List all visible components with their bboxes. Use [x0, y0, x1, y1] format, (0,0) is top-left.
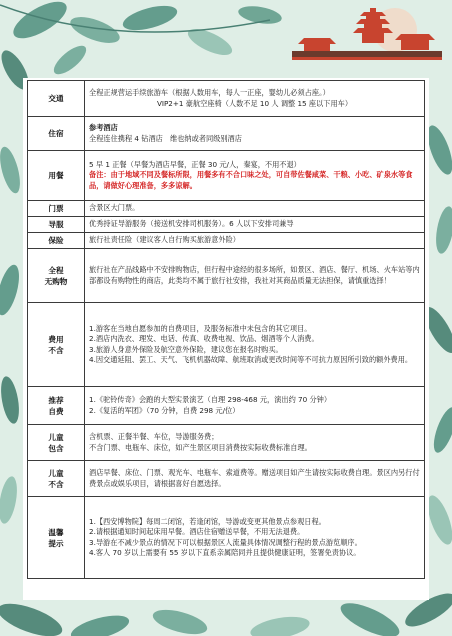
- meals-line-1: 5 早 1 正餐（早餐为酒店早餐，正餐 30 元/人，秦宴，不用不退）: [89, 159, 301, 169]
- label-children-excluded-line-2: 不含: [48, 479, 64, 489]
- row-tickets: [28, 201, 425, 217]
- label-children-excluded-line-1: 儿童: [48, 468, 64, 478]
- row-children-excluded: [28, 461, 425, 497]
- label-lodging: 住宿: [28, 117, 85, 151]
- row-recommended: [28, 387, 425, 425]
- label-excluded-costs-line-2: 不含: [48, 345, 64, 355]
- insurance-details: 旅行社责任险（建议客人自行购买旅游意外险）: [85, 233, 425, 249]
- meals-details: [85, 151, 425, 201]
- label-transport: 交通: [28, 81, 85, 117]
- label-recommended-line-2: 自费: [48, 406, 64, 416]
- row-excluded-costs: [28, 303, 425, 387]
- list-item: 不含门票、电瓶车、床位，如产生景区项目消费按实际收费标准自理。: [89, 442, 312, 452]
- label-tickets: 门票: [28, 201, 85, 217]
- lodging-line-1: 参考酒店: [89, 123, 118, 133]
- itinerary-table: [27, 80, 425, 579]
- label-children-included-line-1: 儿童: [48, 432, 64, 442]
- label-guide: 导服: [28, 217, 85, 233]
- guide-details: 优秀持证导游服务（接送机安排司机服务）。6 人以下安排司兼导: [85, 217, 425, 233]
- list-item: 3.旅游人身意外保险及航空意外保险，建议您在报名时购买。: [89, 344, 283, 354]
- label-children-excluded: [28, 461, 85, 497]
- label-insurance: 保险: [28, 233, 85, 249]
- recommended-details: [85, 387, 425, 425]
- label-children-included-line-2: 包含: [48, 443, 64, 453]
- lodging-details: [85, 117, 425, 151]
- row-tips: [28, 497, 425, 579]
- row-transport: [28, 81, 425, 117]
- list-item: 2.酒店内洗衣、理发、电话、传真、收费电视、饮品、烟酒等个人消费。: [89, 334, 319, 344]
- list-item: 1.游客在当地自愿参加的自费项目，及服务标准中未包含的其它项目。: [89, 323, 312, 333]
- list-item: 4.客人 70 岁以上需要有 55 岁以下直系亲属陪同并且提供健康证明，签署免责协议。: [89, 547, 361, 557]
- row-guide: [28, 217, 425, 233]
- transport-line-1: 全程正规营运手续旅游车（根据人数用车，每人一正座，婴幼儿必须占座。）: [89, 88, 330, 98]
- label-excluded-costs-line-1: 费用: [48, 334, 64, 344]
- lodging-line-2: 全程连住携程 4 钻酒店 维也纳或者同级别酒店: [89, 133, 242, 143]
- children-included-details: [85, 425, 425, 461]
- row-lodging: [28, 117, 425, 151]
- label-tips: [28, 497, 85, 579]
- label-tips-line-1: 温馨: [48, 527, 64, 537]
- label-recommended-line-1: 推荐: [48, 395, 64, 405]
- label-excluded-costs: [28, 303, 85, 387]
- list-item: 4.因交通延阻、罢工、天气、飞机机器故障、航班取消或更改时间等不可抗力原因所引致的额外费用。: [89, 354, 413, 364]
- list-item: 1.《驼铃传奇》会跑的大型实景演艺（自理 298-468 元，演出约 70 分钟）: [89, 395, 332, 405]
- label-meals: 用餐: [28, 151, 85, 201]
- children-excluded-details: 酒店早餐、床位、门票、观光车、电瓶车、索道费等。赠送项目如产生请按实际收费自理。景区内另行付费景点或娱乐项目，请根据喜好自愿选择。: [85, 461, 425, 497]
- row-insurance: [28, 233, 425, 249]
- list-item: 1.【西安博物院】每周二闭馆，若逢闭馆，导游或变更其他景点参观日程。: [89, 516, 326, 526]
- row-children-included: [28, 425, 425, 461]
- row-meals: [28, 151, 425, 201]
- label-tips-line-2: 提示: [48, 538, 64, 548]
- label-recommended: [28, 387, 85, 425]
- no-shopping-details: 旅行社在产品线路中不安排购物店，但行程中途经的很多场所，如景区、酒店、餐厅、机场、火车站等内部都设有购物性的商店，此类均不属于旅行社安排，我社对其商品质量无法担保，请慎重选择！: [85, 249, 425, 303]
- excluded-costs-details: [85, 303, 425, 387]
- transport-line-2: VIP2+1 豪航空座椅（人数不足 10 人 调整 15 座以下用车）: [156, 98, 353, 108]
- list-item: 2.《复活的军团》（70 分钟，自费 298 元/位）: [89, 405, 240, 415]
- list-item: 3.导游在不减少景点的情况下可以根据景区人流量具体情况调整行程的景点游览顺序。: [89, 537, 362, 547]
- label-children-included: [28, 425, 85, 461]
- tips-details: [85, 497, 425, 579]
- tickets-details: 含景区大门票。: [85, 201, 425, 217]
- row-no-shopping: [28, 249, 425, 303]
- list-item: 含机票、正餐半餐、车位，导游服务费；: [89, 432, 219, 442]
- label-no-shopping: [28, 249, 85, 303]
- list-item: 2.请根据通知时间起床用早餐。酒店住宿赠送早餐，不用无法退费。: [89, 527, 305, 537]
- label-no-shopping-line-1: 全程: [48, 265, 64, 275]
- transport-details: [85, 81, 425, 117]
- meals-note: 备注：由于地域不同及餐标所限，用餐多有不合口味之处，可自带佐餐咸菜、干粮、小吃、矿泉水等食品，请做好心理准备，多多谅解。: [89, 170, 413, 190]
- label-no-shopping-line-2: 无购物: [44, 276, 68, 286]
